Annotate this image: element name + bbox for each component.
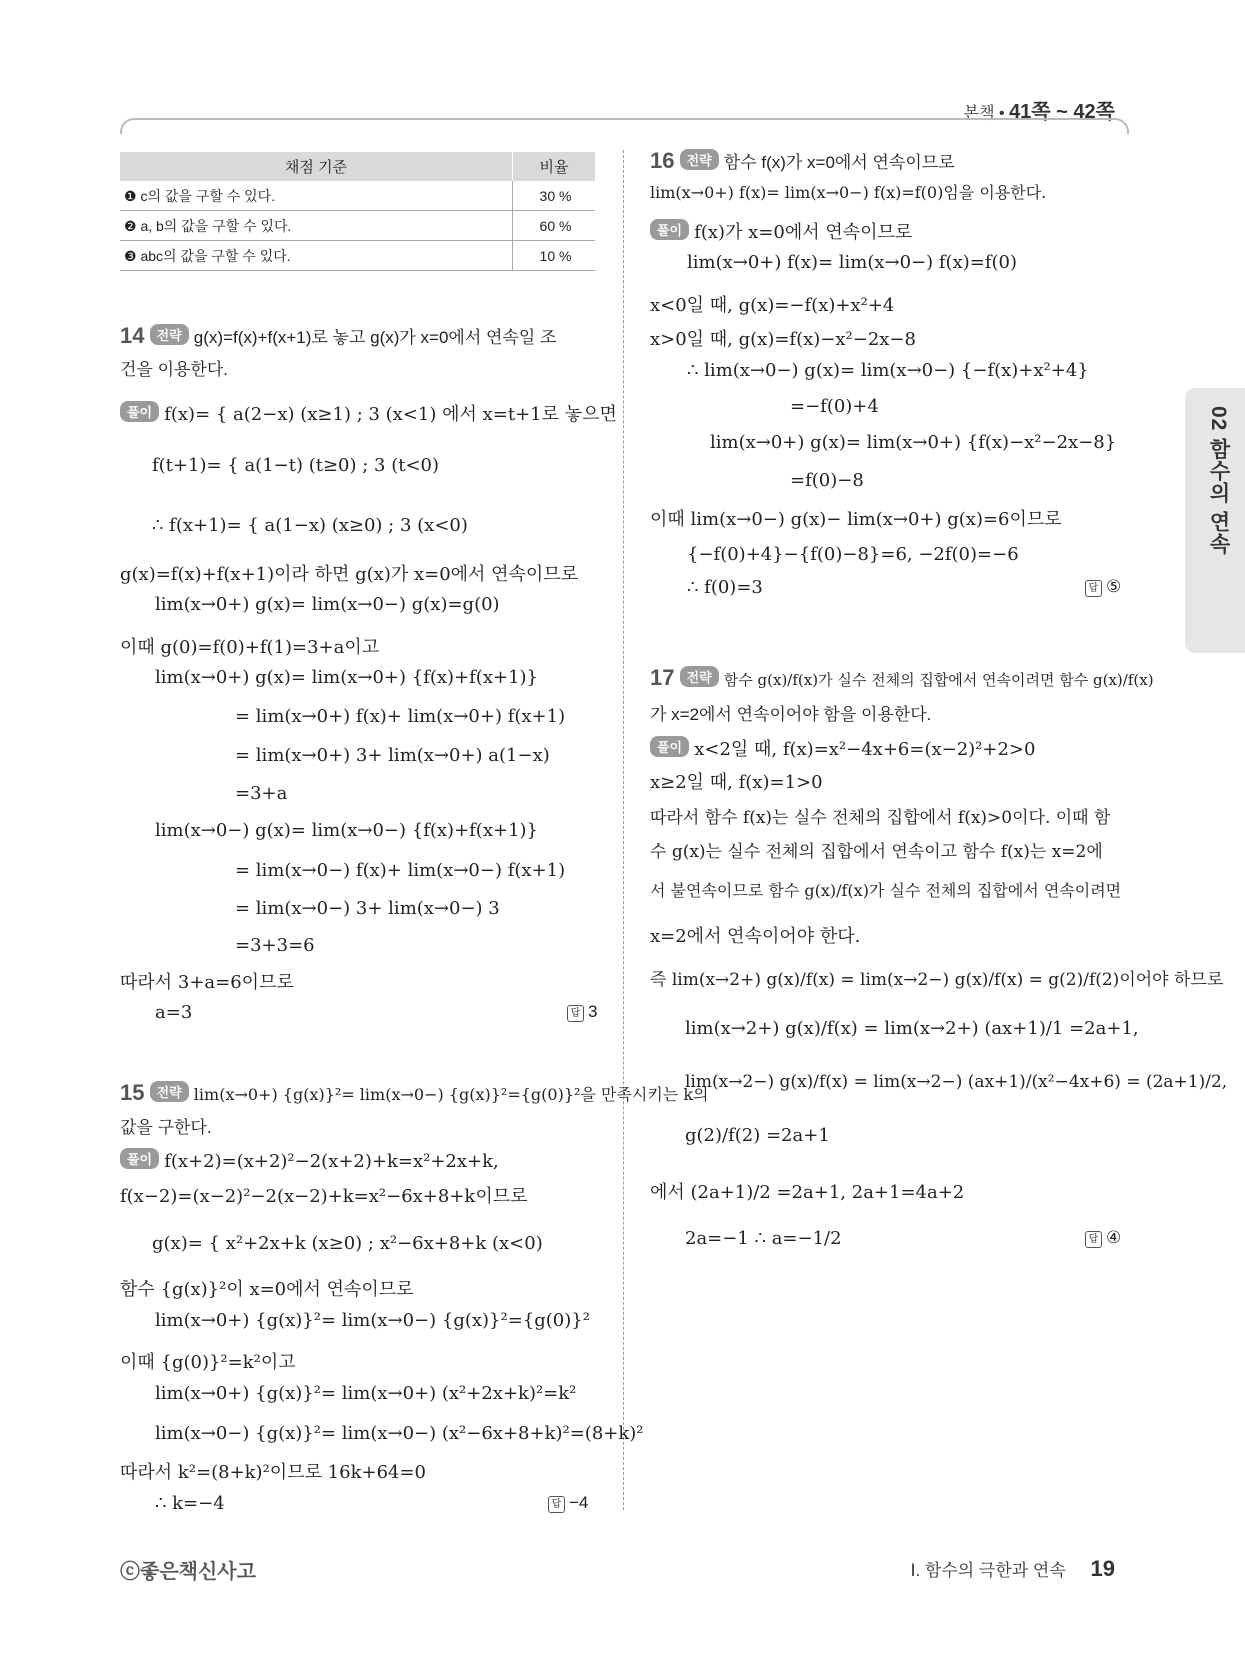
problem-number: 17 [650,665,675,690]
strategy-badge: 전략 [150,324,189,345]
math-line: x=2에서 연속이어야 한다. [650,926,861,947]
math-line: =−f(0)+4 [790,396,879,417]
math-line: lim(x→0+) {g(x)}²= lim(x→0+) (x²+2x+k)²=k² [155,1383,577,1404]
strategy-line: 값을 구한다. [120,1118,212,1137]
math-line: =3+3=6 [235,935,315,956]
math-line: lim(x→0+) g(x)= lim(x→0+) {f(x)+f(x+1)} [155,667,538,688]
table-row [120,181,595,211]
strategy-badge: 전략 [150,1081,189,1102]
math-line: ∴ f(x+1)= { a(1−x) (x≥0) ; 3 (x<0) [152,515,468,536]
table-cell-ratio: 60 % [513,211,596,241]
math-line: lim(x→0+) g(x)= lim(x→0+) {f(x)−x²−2x−8} [710,432,1117,453]
top-rule [120,118,1129,134]
math-line: =3+a [235,783,288,804]
publisher-logo: ⓒ좋은책신사고 [120,1561,256,1583]
table-header-criterion: 채점 기준 [120,152,513,181]
strategy-line: 가 x=2에서 연속이어야 함을 이용한다. [650,705,932,724]
math-line: = lim(x→0−) f(x)+ lim(x→0−) f(x+1) [235,860,566,881]
math-line: f(x+2)=(x+2)²−2(x+2)+k=x²+2x+k, [164,1151,499,1172]
math-line: = lim(x→0−) 3+ lim(x→0−) 3 [235,898,500,919]
math-line: lim(x→0−) {g(x)}²= lim(x→0−) (x²−6x+8+k)²=(8+k)² [155,1423,644,1444]
answer-label-icon: 답 [567,1005,584,1022]
strategy-badge: 전략 [680,149,719,170]
math-line: ∴ k=−4 [155,1493,225,1514]
math-line: x<2일 때, f(x)=x²−4x+6=(x−2)²+2>0 [694,739,1036,760]
table-cell-ratio: 10 % [513,241,596,271]
math-line: 2a=−1 ∴ a=−1/2 [685,1228,842,1249]
page-number: 19 [1090,1556,1115,1581]
math-line: 즉 lim(x→2+) g(x)/f(x) = lim(x→2−) g(x)/f(x) = g(2)/f(2)이어야 하므로 [650,970,1224,990]
math-line: g(x)=f(x)+f(x+1)이라 하면 g(x)가 x=0에서 연속이므로 [120,564,579,585]
problem-number: 15 [120,1080,145,1105]
problem-number: 14 [120,323,145,348]
strategy-badge: 전략 [680,666,719,687]
strategy-line: g(x)=f(x)+f(x+1)로 놓고 g(x)가 x=0에서 연속일 조 [193,328,557,347]
math-line: ∴ lim(x→0−) g(x)= lim(x→0−) {−f(x)+x²+4} [687,360,1089,381]
chapter-side-tab [1185,388,1245,653]
table-row [120,211,595,241]
table-cell-criterion: ❷ a, b의 값을 구할 수 있다. [120,211,513,241]
math-line: = lim(x→0+) 3+ lim(x→0+) a(1−x) [235,745,550,766]
math-line: f(x)가 x=0에서 연속이므로 [694,222,913,243]
header-pages: 41쪽 ~ 42쪽 [1009,101,1115,123]
math-line: 따라서 함수 f(x)는 실수 전체의 집합에서 f(x)>0이다. 이때 함 [650,808,1111,828]
table-cell-criterion: ❸ abc의 값을 구할 수 있다. [120,241,513,271]
table-header-row [120,152,595,181]
header-prefix: 본책 • [963,105,1005,122]
answer-value: ④ [1106,1228,1122,1247]
math-line: x>0일 때, g(x)=f(x)−x²−2x−8 [650,329,916,350]
solution-badge: 풀이 [650,736,689,757]
math-line: f(x−2)=(x−2)²−2(x−2)+k=x²−6x+8+k이므로 [120,1186,528,1207]
answer-mark [548,1493,588,1513]
answer-label-icon: 답 [1085,1231,1102,1248]
chapter-side-tab-label: 02 함수의 연속 [1207,406,1230,556]
math-line: f(t+1)= { a(1−t) (t≥0) ; 3 (t<0) [152,455,440,476]
math-line: lim(x→2−) g(x)/f(x) = lim(x→2−) (ax+1)/(x²−4x+6) = (2a+1)/2, [685,1072,1228,1092]
answer-mark [567,1002,597,1022]
table-header-ratio: 비율 [513,152,596,181]
math-line: f(x)= { a(2−x) (x≥1) ; 3 (x<1) 에서 x=t+1로 놓으면 [164,404,617,425]
solution-badge: 풀이 [120,1148,159,1169]
problem-number: 16 [650,148,675,173]
math-line: lim(x→2+) g(x)/f(x) = lim(x→2+) (ax+1)/1 =2a+1, [685,1018,1139,1039]
math-line: 이때 {g(0)}²=k²이고 [120,1352,296,1373]
math-line: {−f(0)+4}−{f(0)−8}=6, −2f(0)=−6 [687,544,1019,565]
math-line: g(x)= { x²+2x+k (x≥0) ; x²−6x+8+k (x<0) [152,1233,543,1254]
chapter-title: Ⅰ. 함수의 극한과 연속 [910,1561,1066,1580]
math-line: lim(x→0+) g(x)= lim(x→0−) g(x)=g(0) [155,594,500,615]
math-line: x≥2일 때, f(x)=1>0 [650,772,823,793]
strategy-line: 함수 g(x)/f(x)가 실수 전체의 집합에서 연속이려면 함수 g(x)/f(x) [723,671,1154,689]
math-line: 따라서 k²=(8+k)²이므로 16k+64=0 [120,1462,427,1483]
answer-mark [1085,577,1121,597]
math-line: ∴ f(0)=3 [687,577,763,598]
math-line: 따라서 3+a=6이므로 [120,972,294,993]
table-cell-criterion: ❶ c의 값을 구할 수 있다. [120,181,513,211]
math-line: 함수 {g(x)}²이 x=0에서 연속이므로 [120,1279,414,1300]
table-cell-ratio: 30 % [513,181,596,211]
answer-value: 3 [588,1002,598,1021]
strategy-line: 함수 f(x)가 x=0에서 연속이므로 [723,153,955,172]
strategy-line: lim(x→0+) f(x)= lim(x→0−) f(x)=f(0)임을 이용한다. [650,183,1047,202]
math-line: =f(0)−8 [790,470,864,491]
answer-label-icon: 답 [548,1496,565,1513]
math-line: lim(x→0+) {g(x)}²= lim(x→0−) {g(x)}²={g(0)}² [155,1310,590,1331]
table-row [120,241,595,271]
answer-label-icon: 답 [1085,580,1102,597]
math-line: 수 g(x)는 실수 전체의 집합에서 연속이고 함수 f(x)는 x=2에 [650,842,1103,862]
math-line: 에서 (2a+1)/2 =2a+1, 2a+1=4a+2 [650,1182,965,1203]
math-line: 이때 g(0)=f(0)+f(1)=3+a이고 [120,637,380,658]
solution-badge: 풀이 [650,219,689,240]
math-line: a=3 [155,1002,193,1023]
page-footer [910,1556,1115,1582]
math-line: 이때 lim(x→0−) g(x)− lim(x→0+) g(x)=6이므로 [650,509,1062,530]
answer-mark [1085,1228,1121,1248]
answer-value: −4 [569,1493,589,1512]
math-line: x<0일 때, g(x)=−f(x)+x²+4 [650,295,895,316]
solution-badge: 풀이 [120,401,159,422]
math-line: lim(x→0−) g(x)= lim(x→0−) {f(x)+f(x+1)} [155,820,538,841]
strategy-line: lim(x→0+) {g(x)}²= lim(x→0−) {g(x)}²={g(0)}²을 만족시키는 k의 [193,1085,709,1104]
math-line: = lim(x→0+) f(x)+ lim(x→0+) f(x+1) [235,706,566,727]
strategy-line: 건을 이용한다. [120,360,228,379]
math-line: lim(x→0+) f(x)= lim(x→0−) f(x)=f(0) [687,252,1017,273]
answer-value: ⑤ [1106,577,1122,596]
column-divider [623,150,624,1510]
math-line: g(2)/f(2) =2a+1 [685,1125,830,1146]
math-line: 서 불연속이므로 함수 g(x)/f(x)가 실수 전체의 집합에서 연속이려면 [650,881,1122,900]
scoring-table [120,152,595,271]
